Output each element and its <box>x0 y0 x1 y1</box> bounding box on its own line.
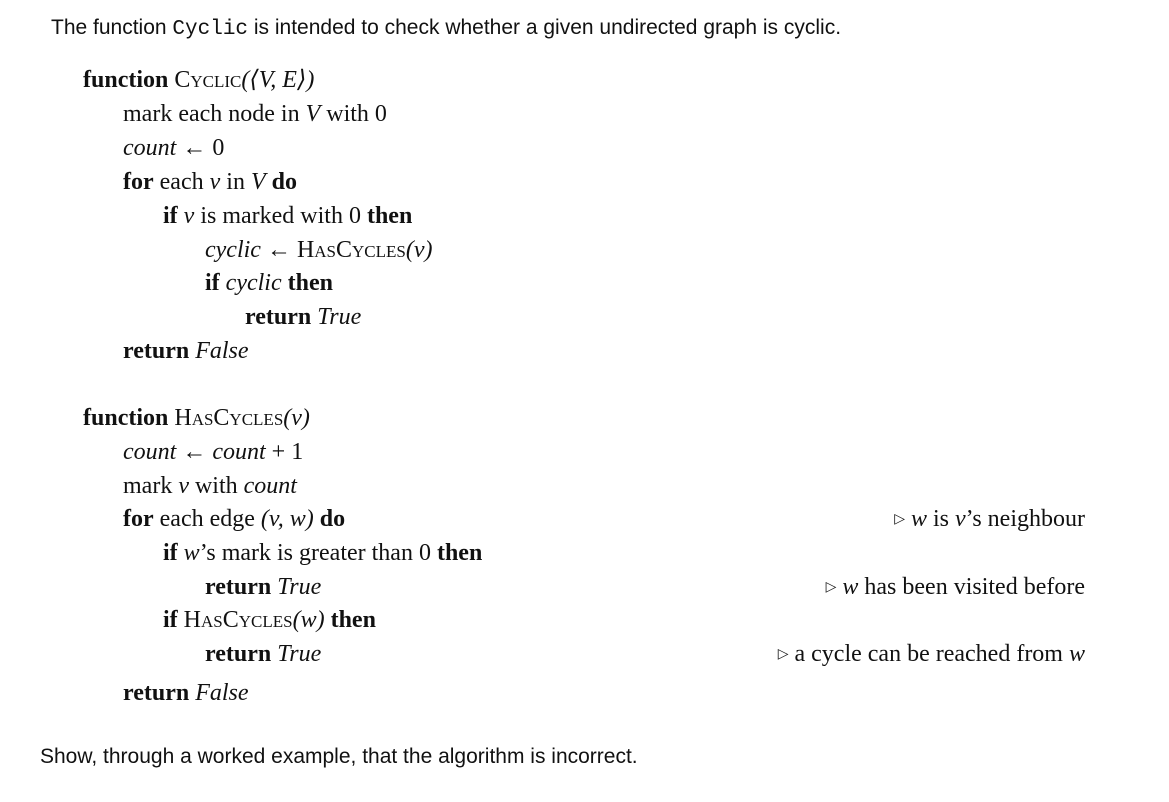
keyword-return: return <box>205 574 278 600</box>
keyword-return: return <box>123 338 196 364</box>
assign: ← 0 <box>176 135 225 161</box>
var-v: v <box>209 169 221 195</box>
cyclic-header <box>83 68 314 92</box>
var-w: w <box>1068 641 1085 667</box>
value-false: False <box>195 680 249 706</box>
var-v: v <box>178 473 189 499</box>
text: with 0 <box>320 101 387 127</box>
keyword-then: then <box>324 607 376 633</box>
call-arg: (w) <box>292 607 325 633</box>
var-v: v <box>955 506 966 532</box>
cyclic-line-1 <box>123 102 387 126</box>
text: each <box>153 169 210 195</box>
function-name-cyclic: Cyclic <box>174 67 242 93</box>
text: in <box>220 169 251 195</box>
keyword-for: for <box>123 169 154 195</box>
text: each edge <box>153 506 261 532</box>
triangle-right-icon: ▷ <box>825 579 837 595</box>
var-w: w <box>183 540 200 566</box>
intro-sentence <box>51 16 841 41</box>
keyword-return: return <box>123 680 196 706</box>
var-cyclic: cyclic <box>205 237 261 263</box>
hascycles-line-1 <box>123 440 303 464</box>
hascycles-args: (v) <box>283 405 310 431</box>
cyclic-line-2 <box>123 136 224 160</box>
keyword-return: return <box>245 304 318 330</box>
text: has been visited before <box>858 574 1085 600</box>
cyclic-line-6 <box>205 271 333 295</box>
text: ’s neighbour <box>965 506 1085 532</box>
keyword-return: return <box>205 641 278 667</box>
text: ’s mark is greater than 0 <box>199 540 437 566</box>
call-hascycles: HasCycles <box>183 607 293 633</box>
assign: ← <box>260 237 297 263</box>
value-true: True <box>277 574 322 600</box>
text: + 1 <box>265 439 304 465</box>
text: with <box>188 473 244 499</box>
cyclic-line-3 <box>123 170 297 194</box>
var-count: count <box>123 135 177 161</box>
cyclic-line-4 <box>163 204 412 228</box>
var-cyclic: cyclic <box>225 270 282 296</box>
var-count: count <box>243 473 297 499</box>
hascycles-header <box>83 406 310 430</box>
value-false: False <box>195 338 249 364</box>
text: is marked with 0 <box>194 203 367 229</box>
triangle-right-icon: ▷ <box>894 511 905 527</box>
hascycles-line-6 <box>163 608 376 632</box>
intro-after: is intended to check whether a given undirected graph is cyclic. <box>248 16 842 39</box>
keyword-do: do <box>265 169 297 195</box>
text: mark <box>123 473 179 499</box>
task-sentence: Show, through a worked example, that the algorithm is incorrect. <box>40 745 638 768</box>
var-V: V <box>305 101 321 127</box>
hascycles-line-5 <box>205 575 321 599</box>
hascycles-line-4 <box>163 541 482 565</box>
var-w: w <box>842 574 859 600</box>
edge-pair: (v, w) <box>260 506 314 532</box>
keyword-if: if <box>163 607 184 633</box>
hascycles-line-8 <box>123 681 249 705</box>
assign: ← <box>176 439 213 465</box>
function-name-hascycles: HasCycles <box>174 405 284 431</box>
text: a cycle can be reached from <box>794 641 1069 667</box>
keyword-if: if <box>205 270 226 296</box>
hascycles-line-2 <box>123 474 297 498</box>
keyword-then: then <box>281 270 333 296</box>
cyclic-line-5 <box>205 238 433 262</box>
intro-function-name: Cyclic <box>172 18 249 41</box>
keyword-do: do <box>313 506 346 532</box>
keyword-function: function <box>83 405 169 431</box>
cyclic-line-8 <box>123 339 249 363</box>
hascycles-line-3 <box>123 507 345 531</box>
keyword-then: then <box>436 540 483 566</box>
value-true: True <box>277 641 322 667</box>
keyword-for: for <box>123 506 154 532</box>
triangle-right-icon: ▷ <box>777 646 789 662</box>
keyword-then: then <box>366 203 413 229</box>
var-count: count <box>123 439 177 465</box>
intro-before: The function <box>51 16 173 39</box>
cyclic-args: (⟨V, E⟩) <box>241 67 315 93</box>
value-true: True <box>317 304 362 330</box>
comment-cycle-reached <box>778 642 1085 666</box>
call-hascycles: HasCycles <box>296 237 406 263</box>
text: mark each node in <box>123 101 306 127</box>
comment-neighbour <box>894 507 1085 531</box>
var-V: V <box>250 169 266 195</box>
keyword-function: function <box>83 67 169 93</box>
cyclic-line-7 <box>245 305 361 329</box>
keyword-if: if <box>163 540 184 566</box>
var-w: w <box>910 506 927 532</box>
var-count: count <box>212 439 266 465</box>
hascycles-line-7 <box>205 642 321 666</box>
call-arg: (v) <box>405 237 433 263</box>
comment-visited <box>826 575 1085 599</box>
text: is <box>927 506 956 532</box>
var-v: v <box>177 203 195 229</box>
keyword-if: if <box>163 203 178 229</box>
